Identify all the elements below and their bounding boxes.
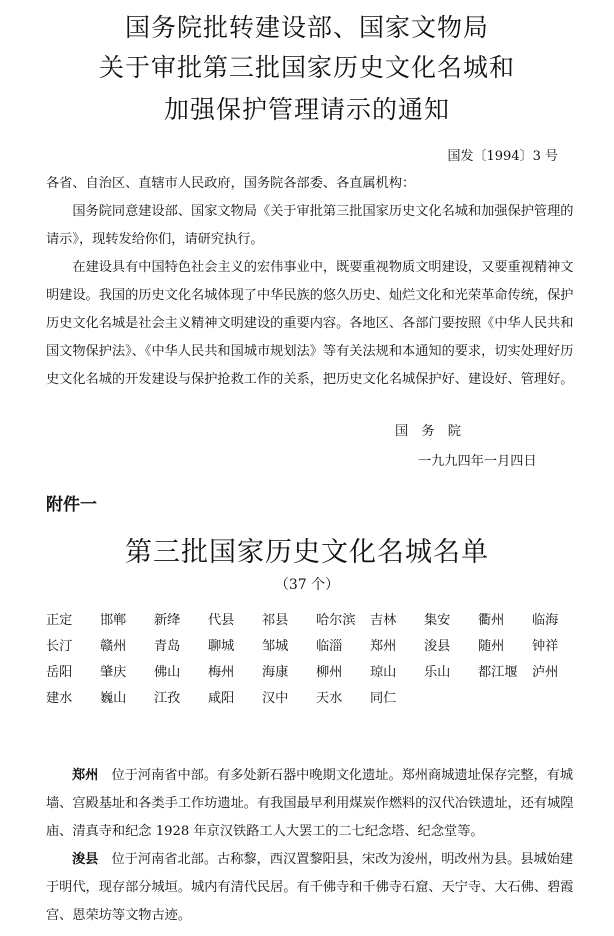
city-name: 肇庆 — [100, 665, 127, 680]
attachment-label: 附件一 — [46, 495, 97, 515]
city-name: 泸州 — [532, 665, 559, 680]
city-grid — [46, 608, 586, 712]
city-description-name: 浚县 — [72, 852, 99, 867]
paragraph-2: 在建设具有中国特色社会主义的宏伟事业中，既要重视物质文明建设，又要重视精神文明建设。我国的历史文化名城体现了中华民族的悠久历史、灿烂文化和光荣革命传统，保护历史文化名城是社会主义精神文明建设的重要内容。各地区、各部门要按照《中华人民共和国文物保护法》、《中华人民共和国城市规划法》等有关法规和本通知的要求，切实处理好历史文化名城的开发建设与保护抢救工作的关系，把历史文化名城保护好、建设好、管理好。 — [46, 260, 574, 387]
city-name: 梅州 — [208, 665, 235, 680]
city-name: 柳州 — [316, 665, 343, 680]
city-name: 正定 — [46, 613, 73, 628]
city-name: 郑州 — [370, 639, 397, 654]
city-name: 江孜 — [154, 691, 181, 706]
city-name: 乐山 — [424, 665, 451, 680]
city-name: 新绛 — [154, 613, 181, 628]
city-name: 巍山 — [100, 691, 127, 706]
city-description-name: 郑州 — [72, 768, 99, 783]
city-description-zhengzhou — [46, 762, 574, 846]
signature: 国 务 院 — [395, 424, 461, 439]
city-description-xunxian — [46, 846, 574, 930]
city-row — [46, 660, 586, 686]
city-row — [46, 634, 586, 660]
city-row — [46, 608, 586, 634]
city-name: 琼山 — [370, 665, 397, 680]
title-line-1: 国务院批转建设部、国家文物局 — [124, 13, 489, 42]
city-name: 咸阳 — [208, 691, 235, 706]
paragraph-1: 国务院同意建设部、国家文物局《关于审批第三批国家历史文化名城和加强保护管理的请示》，现转发给你们，请研究执行。 — [46, 204, 574, 247]
city-name: 代县 — [208, 613, 235, 628]
city-name: 赣州 — [100, 639, 127, 654]
city-name: 青岛 — [154, 639, 181, 654]
city-description-text: 位于河南省中部。有多处新石器中晚期文化遗址。郑州商城遗址保存完整，有城墙、宫殿基址和各类手工作坊遗址。有我国最早利用煤炭作燃料的汉代冶铁遗址，还有城隍庙、清真寺和纪念 1928 年京汉铁路工人大罢工的二七纪念塔、纪念堂等。 — [46, 768, 574, 839]
city-name: 衢州 — [478, 613, 505, 628]
city-name: 海康 — [262, 665, 289, 680]
city-name: 岳阳 — [46, 665, 73, 680]
city-name — [478, 686, 532, 712]
title-line-3: 加强保护管理请示的通知 — [163, 95, 450, 124]
city-name: 都江堰 — [478, 665, 518, 680]
city-name: 钟祥 — [532, 639, 559, 654]
document-number: 国发〔1994〕3 号 — [447, 149, 558, 164]
title-line-2: 关于审批第三批国家历史文化名城和 — [98, 53, 515, 82]
city-name: 邯郸 — [100, 613, 127, 628]
city-name: 临淄 — [316, 639, 343, 654]
city-name: 随州 — [478, 639, 505, 654]
city-name: 建水 — [46, 691, 73, 706]
city-name: 同仁 — [370, 691, 397, 706]
city-name: 临海 — [532, 613, 559, 628]
list-title: 第三批国家历史文化名城名单 — [125, 537, 489, 568]
city-name — [424, 686, 478, 712]
city-name: 聊城 — [208, 639, 235, 654]
city-name: 吉林 — [370, 613, 397, 628]
city-name — [532, 686, 586, 712]
city-name: 浚县 — [424, 639, 451, 654]
city-name: 佛山 — [154, 665, 181, 680]
city-description-text: 位于河南省北部。古称黎，西汉置黎阳县，宋改为浚州，明改州为县。县城始建于明代，现存部分城垣。城内有清代民居。有千佛寺和千佛寺石窟、天宁寺、大石佛、碧霞宫、恩荣坊等文物古迹。 — [46, 852, 574, 923]
addressee: 各省、自治区、直辖市人民政府，国务院各部委、各直属机构： — [46, 176, 416, 191]
city-name: 祁县 — [262, 613, 289, 628]
city-count: （37 个） — [274, 577, 340, 593]
city-name: 长汀 — [46, 639, 73, 654]
city-name: 集安 — [424, 613, 451, 628]
city-name: 天水 — [316, 691, 343, 706]
city-row — [46, 686, 586, 712]
city-name: 邹城 — [262, 639, 289, 654]
date: 一九九四年一月四日 — [418, 454, 537, 469]
city-name: 汉中 — [262, 691, 289, 706]
city-name: 哈尔滨 — [316, 613, 356, 628]
